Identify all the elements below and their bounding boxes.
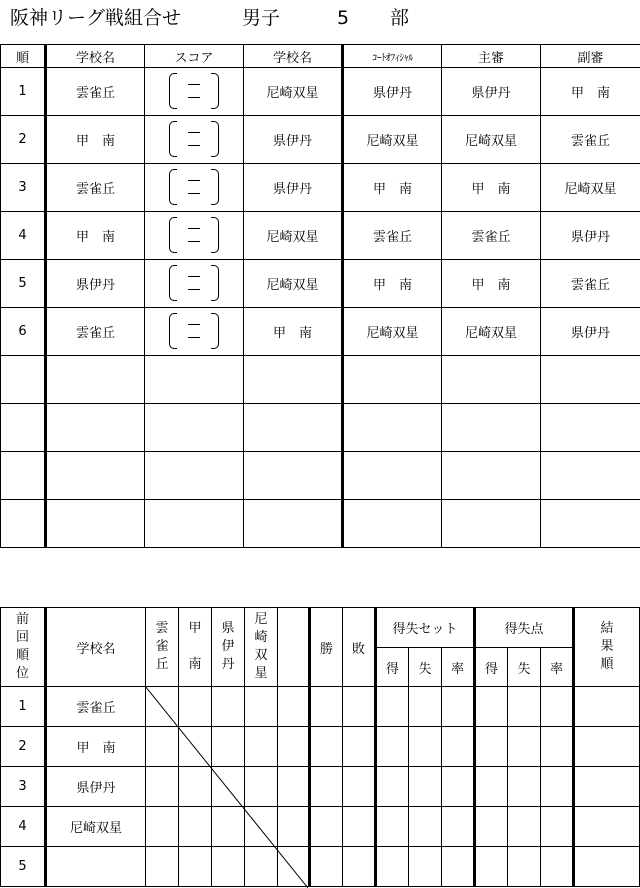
- result-cell[interactable]: [212, 687, 245, 727]
- result-cell[interactable]: [179, 687, 212, 727]
- result-cell[interactable]: [409, 767, 442, 807]
- result-cell[interactable]: [574, 767, 640, 807]
- empty-cell[interactable]: [145, 356, 244, 404]
- empty-cell[interactable]: [244, 500, 343, 548]
- referee: 県伊丹: [442, 68, 541, 116]
- result-cell[interactable]: [376, 727, 409, 767]
- empty-cell[interactable]: [46, 404, 145, 452]
- team-a-name: 甲 南: [46, 116, 145, 164]
- empty-cell[interactable]: [145, 404, 244, 452]
- assistant-referee: 雲雀丘: [541, 116, 640, 164]
- empty-cell[interactable]: [145, 452, 244, 500]
- standings-row: [1, 767, 640, 807]
- result-cell[interactable]: [508, 847, 541, 887]
- header-court-official: ｺｰﾄｵﾌｨｼｬﾙ: [343, 45, 442, 68]
- schedule-row: [1, 68, 640, 116]
- result-cell[interactable]: [146, 807, 179, 847]
- school-name: [46, 847, 146, 887]
- result-cell[interactable]: [343, 767, 376, 807]
- team-b-name: 県伊丹: [244, 116, 343, 164]
- standings-row: [1, 847, 640, 887]
- result-cell[interactable]: [212, 847, 245, 887]
- schedule-row: [1, 116, 640, 164]
- result-cell[interactable]: [343, 687, 376, 727]
- empty-cell[interactable]: [46, 500, 145, 548]
- header-point-group: 得失点: [475, 608, 574, 648]
- result-cell[interactable]: [245, 847, 278, 887]
- referee: 甲 南: [442, 260, 541, 308]
- result-cell[interactable]: [574, 687, 640, 727]
- match-number: 1: [1, 68, 46, 116]
- header-point-ratio: 率: [541, 648, 574, 687]
- result-cell[interactable]: [278, 687, 310, 727]
- referee: 尼崎双星: [442, 116, 541, 164]
- header-point-lost: 失: [508, 648, 541, 687]
- header-point-won: 得: [475, 648, 508, 687]
- empty-cell[interactable]: [46, 452, 145, 500]
- header-referee: 主審: [442, 45, 541, 68]
- assistant-referee: 県伊丹: [541, 212, 640, 260]
- result-cell[interactable]: [442, 847, 475, 887]
- header-opponent-4: 尼 崎 双 星: [245, 608, 278, 687]
- result-cell[interactable]: [179, 767, 212, 807]
- header-prev-rank: 前 回 順 位: [1, 608, 46, 687]
- result-cell[interactable]: [541, 727, 574, 767]
- score-cell: [145, 68, 244, 116]
- header-score: スコア: [145, 45, 244, 68]
- match-number: 5: [1, 260, 46, 308]
- result-cell[interactable]: [442, 807, 475, 847]
- court-official: 甲 南: [343, 260, 442, 308]
- result-cell[interactable]: [179, 727, 212, 767]
- schedule-header-row: [1, 45, 640, 68]
- result-cell[interactable]: [310, 807, 343, 847]
- header-opponent-5: [278, 608, 310, 687]
- result-cell[interactable]: [212, 807, 245, 847]
- assistant-referee: 県伊丹: [541, 308, 640, 356]
- result-cell[interactable]: [442, 727, 475, 767]
- empty-cell[interactable]: [343, 500, 442, 548]
- result-cell[interactable]: [343, 847, 376, 887]
- prev-rank: 3: [1, 767, 46, 807]
- result-cell[interactable]: [146, 727, 179, 767]
- result-cell[interactable]: [574, 727, 640, 767]
- schedule-row: [1, 260, 640, 308]
- result-cell[interactable]: [508, 767, 541, 807]
- result-cell[interactable]: [310, 847, 343, 887]
- header-set-lost: 失: [409, 648, 442, 687]
- team-a-name: 雲雀丘: [46, 164, 145, 212]
- header-school-a: 学校名: [46, 45, 145, 68]
- result-cell[interactable]: [574, 847, 640, 887]
- prev-rank: 1: [1, 687, 46, 727]
- referee: 甲 南: [442, 164, 541, 212]
- header-school-b: 学校名: [244, 45, 343, 68]
- court-official: 雲雀丘: [343, 212, 442, 260]
- empty-cell[interactable]: [1, 356, 46, 404]
- score-cell: [145, 116, 244, 164]
- score-cell: [145, 308, 244, 356]
- court-official: 尼崎双星: [343, 116, 442, 164]
- header-set-ratio: 率: [442, 648, 475, 687]
- court-official: 尼崎双星: [343, 308, 442, 356]
- empty-cell[interactable]: [1, 452, 46, 500]
- result-cell[interactable]: [409, 727, 442, 767]
- result-cell[interactable]: [442, 767, 475, 807]
- empty-cell[interactable]: [244, 452, 343, 500]
- team-a-name: 雲雀丘: [46, 308, 145, 356]
- score-cell: [145, 164, 244, 212]
- result-cell[interactable]: [278, 727, 310, 767]
- standings-table: [0, 607, 640, 887]
- empty-cell[interactable]: [343, 356, 442, 404]
- result-cell[interactable]: [278, 807, 310, 847]
- empty-cell[interactable]: [541, 404, 640, 452]
- header-opponent-2: 甲 南: [179, 608, 212, 687]
- result-cell[interactable]: [475, 767, 508, 807]
- result-cell[interactable]: [508, 807, 541, 847]
- score-bracket: [167, 119, 221, 157]
- result-cell[interactable]: [343, 727, 376, 767]
- result-cell[interactable]: [409, 807, 442, 847]
- court-official: 甲 南: [343, 164, 442, 212]
- title-division-number: 5: [337, 7, 350, 29]
- schedule-row-empty: [1, 356, 640, 404]
- empty-cell[interactable]: [343, 452, 442, 500]
- schedule-row: [1, 164, 640, 212]
- result-cell[interactable]: [146, 767, 179, 807]
- result-cell[interactable]: [376, 807, 409, 847]
- result-cell[interactable]: [212, 767, 245, 807]
- result-cell[interactable]: [409, 687, 442, 727]
- header-opponent-1: 雲 雀 丘: [146, 608, 179, 687]
- school-name: 雲雀丘: [46, 687, 146, 727]
- result-cell[interactable]: [475, 847, 508, 887]
- result-cell[interactable]: [179, 847, 212, 887]
- schedule-row-empty: [1, 500, 640, 548]
- standings-row: [1, 687, 640, 727]
- result-cell[interactable]: [376, 847, 409, 887]
- empty-cell[interactable]: [541, 452, 640, 500]
- result-cell[interactable]: [541, 687, 574, 727]
- result-cell[interactable]: [475, 687, 508, 727]
- result-cell[interactable]: [508, 687, 541, 727]
- match-number: 2: [1, 116, 46, 164]
- empty-cell[interactable]: [442, 404, 541, 452]
- schedule-row: [1, 212, 640, 260]
- schedule-row-empty: [1, 452, 640, 500]
- result-cell[interactable]: [376, 687, 409, 727]
- header-result-rank: 結 果 順: [574, 608, 640, 687]
- assistant-referee: 尼崎双星: [541, 164, 640, 212]
- team-b-name: 県伊丹: [244, 164, 343, 212]
- empty-cell[interactable]: [442, 452, 541, 500]
- empty-cell[interactable]: [541, 500, 640, 548]
- standings-row: [1, 807, 640, 847]
- result-cell[interactable]: [310, 767, 343, 807]
- result-cell[interactable]: [146, 847, 179, 887]
- header-set-group: 得失セット: [376, 608, 475, 648]
- header-opponent-3: 県 伊 丹: [212, 608, 245, 687]
- assistant-referee: 甲 南: [541, 68, 640, 116]
- team-b-name: 尼崎双星: [244, 260, 343, 308]
- result-cell[interactable]: [179, 807, 212, 847]
- score-bracket: [167, 263, 221, 301]
- score-bracket: [167, 311, 221, 349]
- title-main: 阪神リーグ戦組合せ: [10, 7, 182, 29]
- result-cell[interactable]: [574, 807, 640, 847]
- result-cell[interactable]: [376, 767, 409, 807]
- empty-cell[interactable]: [244, 404, 343, 452]
- result-cell[interactable]: [541, 807, 574, 847]
- empty-cell[interactable]: [442, 500, 541, 548]
- result-cell[interactable]: [146, 687, 179, 727]
- empty-cell[interactable]: [1, 404, 46, 452]
- result-cell[interactable]: [310, 687, 343, 727]
- match-number: 3: [1, 164, 46, 212]
- result-cell[interactable]: [541, 767, 574, 807]
- score-bracket: [167, 167, 221, 205]
- header-school: 学校名: [46, 608, 146, 687]
- prev-rank: 4: [1, 807, 46, 847]
- result-cell[interactable]: [278, 847, 310, 887]
- empty-cell[interactable]: [541, 356, 640, 404]
- title-division-label: 部: [390, 7, 410, 29]
- team-a-name: 雲雀丘: [46, 68, 145, 116]
- title-gender: 男子: [242, 7, 281, 29]
- empty-cell[interactable]: [145, 500, 244, 548]
- result-cell[interactable]: [343, 807, 376, 847]
- score-cell: [145, 212, 244, 260]
- team-b-name: 尼崎双星: [244, 212, 343, 260]
- empty-cell[interactable]: [46, 356, 145, 404]
- assistant-referee: 雲雀丘: [541, 260, 640, 308]
- header-wins: 勝: [310, 608, 343, 687]
- empty-cell[interactable]: [244, 356, 343, 404]
- team-a-name: 県伊丹: [46, 260, 145, 308]
- result-cell[interactable]: [245, 767, 278, 807]
- court-official: 県伊丹: [343, 68, 442, 116]
- school-name: 県伊丹: [46, 767, 146, 807]
- page-title: [10, 4, 410, 32]
- schedule-row-empty: [1, 404, 640, 452]
- empty-cell[interactable]: [343, 404, 442, 452]
- result-cell[interactable]: [541, 847, 574, 887]
- prev-rank: 5: [1, 847, 46, 887]
- result-cell[interactable]: [475, 727, 508, 767]
- team-a-name: 甲 南: [46, 212, 145, 260]
- match-number: 4: [1, 212, 46, 260]
- result-cell[interactable]: [310, 727, 343, 767]
- header-set-won: 得: [376, 648, 409, 687]
- standings-row: [1, 727, 640, 767]
- header-order: 順: [1, 45, 46, 68]
- school-name: 甲 南: [46, 727, 146, 767]
- empty-cell[interactable]: [442, 356, 541, 404]
- result-cell[interactable]: [278, 767, 310, 807]
- team-b-name: 尼崎双星: [244, 68, 343, 116]
- prev-rank: 2: [1, 727, 46, 767]
- match-number: 6: [1, 308, 46, 356]
- score-bracket: [167, 71, 221, 109]
- empty-cell[interactable]: [1, 500, 46, 548]
- result-cell[interactable]: [245, 687, 278, 727]
- header-assistant-referee: 副審: [541, 45, 640, 68]
- schedule-row: [1, 308, 640, 356]
- school-name: 尼崎双星: [46, 807, 146, 847]
- referee: 雲雀丘: [442, 212, 541, 260]
- referee: 尼崎双星: [442, 308, 541, 356]
- result-cell[interactable]: [508, 727, 541, 767]
- result-cell[interactable]: [442, 687, 475, 727]
- standings-header-row-1: [1, 608, 640, 648]
- header-losses: 敗: [343, 608, 376, 687]
- result-cell[interactable]: [245, 807, 278, 847]
- team-b-name: 甲 南: [244, 308, 343, 356]
- score-cell: [145, 260, 244, 308]
- result-cell[interactable]: [409, 847, 442, 887]
- score-bracket: [167, 215, 221, 253]
- result-cell[interactable]: [475, 807, 508, 847]
- result-cell[interactable]: [212, 727, 245, 767]
- schedule-table: [0, 44, 640, 548]
- result-cell[interactable]: [245, 727, 278, 767]
